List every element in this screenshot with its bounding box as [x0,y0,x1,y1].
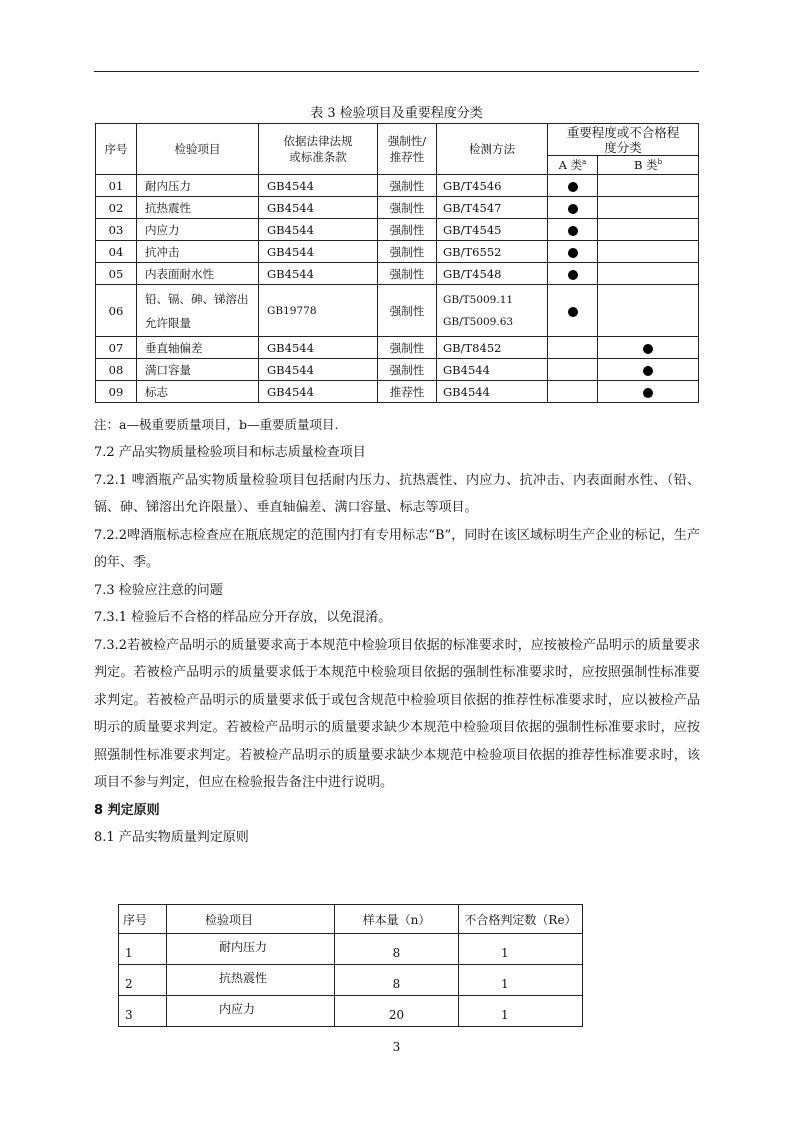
body-text [94,439,700,852]
section-7-2-2: 7.2.2啤酒瓶标志检查应在瓶底规定的范围内打有专用标志“B”，同时在该区域标明生产企业的标记，生产的年、季。 [94,527,700,570]
section-8-heading: 8 判定原则 [94,802,160,818]
section-8-1: 8.1 产品实物质量判定原则 [94,830,249,845]
inspection-items-table [95,123,699,403]
header-method: 检测方法 [437,124,548,175]
header-class-b: B 类$^b$ [598,156,699,175]
section-7-3: 7.3 检验应注意的问题 [94,582,223,598]
table-note: 注：a—极重要质量项目，b—重要质量项目. [94,417,339,432]
class-a-mark [568,182,578,192]
section-7-3-2: 7.3.2若被检产品明示的质量要求高于本规范中检验项目依据的标准要求时，应按被检产品明示的质量要求判定。若被检产品明示的质量要求低于本规范中检验项目依据的强制性标准要求时，应按照强制性标准要求判定。若被检产品明示的质量要求低于或包含规范中检验项目依据的推荐性标准要求时，应以被检产品明示的质量要求判定。若被检产品明示的质量要求缺少本规范中检验项目依据的强制性标准要求时，应按照强制性标准要求判定。若被检产品明示的质量要求缺少本规范中检验项目依据的推荐性标准要求时，该项目不参与判定，但应在检验报告备注中进行说明。 [94,637,700,790]
table-row: 03 内应力 GB4544 强制性 GB/T4545 [96,219,699,241]
header-importance: 重要程度或不合格程 度分类 [548,124,699,156]
header-item: 检验项目 [167,905,335,934]
table-row: 3 内应力 20 1 [119,996,583,1027]
table-row: 2 抗热震性 8 1 [119,965,583,996]
table-row: 04 抗冲击 GB4544 强制性 GB/T6552 [96,241,699,263]
table-row: 07 垂直轴偏差 GB4544 强制性 GB/T8452 [96,337,699,359]
table-row: 06 铅、镉、砷、锑溶出 允许限量 GB19778 强制性 GB/T5009.11 GB/T5009.63 [96,285,699,337]
class-a-mark [568,204,578,214]
class-b-mark [643,344,653,354]
header-rule [94,71,699,72]
header-re: 不合格判定数（Re） [459,905,583,934]
table-row: 02 抗热震性 GB4544 强制性 GB/T4547 [96,197,699,219]
section-7-3-1: 7.3.1 检验后不合格的样品应分开存放，以免混淆。 [94,610,392,625]
section-7-2: 7.2 产品实物质量检验项目和标志质量检查项目 [94,445,366,460]
class-a-mark [568,270,578,280]
header-mandatory: 强制性/ 推荐性 [378,124,437,175]
header-class-a: A 类$^a$ [548,156,598,175]
table3-caption: 表 3 检验项目及重要程度分类 [310,106,483,121]
class-b-mark [643,388,653,398]
header-basis: 依据法律法规 或标准条款 [259,124,378,175]
header-no: 序号 [119,905,167,934]
class-a-mark [568,307,578,317]
table-row: 1 耐内压力 8 1 [119,934,583,965]
class-a-mark [568,248,578,258]
table-row: 08 满口容量 GB4544 强制性 GB4544 [96,359,699,381]
table-row: 01 耐内压力 GB4544 强制性 GB/T4546 [96,175,699,197]
header-no: 序号 [96,124,137,175]
table-row: 09 标志 GB4544 推荐性 GB4544 [96,381,699,403]
header-item: 检验项目 [137,124,259,175]
class-b-mark [643,366,653,376]
class-a-mark [568,226,578,236]
table-row: 05 内表面耐水性 GB4544 强制性 GB/T4548 [96,263,699,285]
page-number: 3 [392,1040,401,1054]
header-sample: 样本量（n） [335,905,459,934]
judgement-table [118,904,583,1027]
section-7-2-1: 7.2.1 啤酒瓶产品实物质量检验项目包括耐内压力、抗热震性、内应力、抗冲击、内表面耐水性、（铅、镉、砷、锑溶出允许限量）、垂直轴偏差、满口容量、标志等项目。 [94,472,700,515]
